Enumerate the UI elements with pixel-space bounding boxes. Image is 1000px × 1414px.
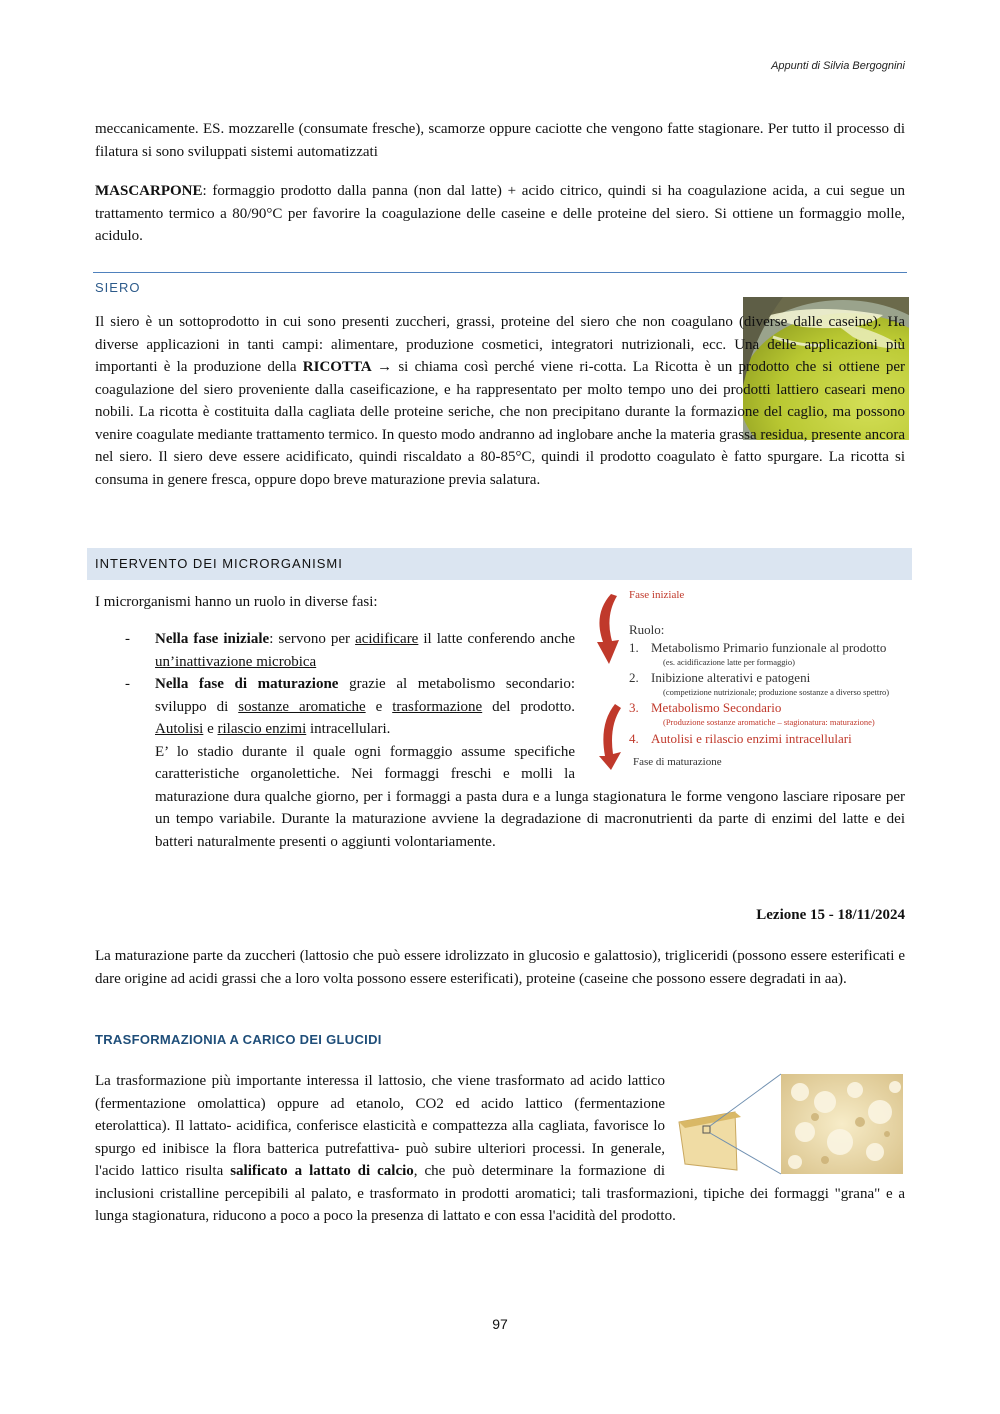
intro-paragraph: meccanicamente. ES. mozzarelle (consumate fresche), scamorze oppure caciotte che vengono fatte stagionare. Per tutto il processo di filatura si sono sviluppati sistemi automatizzati: [95, 121, 905, 160]
ricotta-term: RICOTTA: [302, 359, 371, 375]
microrganismi-heading: INTERVENTO DEI MICRORGANISMI: [95, 556, 343, 571]
mascarpone-term: MASCARPONE: [95, 183, 203, 199]
list-item: - Nella fase iniziale: servono per acidificare il latte conferendo anche un’inattivazione microbica: [125, 631, 576, 670]
lesson-label: Lezione 15 - 18/11/2024: [756, 907, 905, 923]
diagram-item-1: Metabolismo Primario funzionale al prodotto: [651, 640, 887, 655]
siero-text-a: Il siero è un sottoprodotto in cui sono presenti zuccheri, grassi, proteine del siero che non coagulano (diverse dalle caseine). Ha diverse applicazioni in tanti campi: alimentare, produzione cosmetici, integratori nutrizionali, ecc. Una delle applicazioni più importanti è la produzione della: [95, 314, 905, 375]
fase-iniziale-label: Fase iniziale: [629, 589, 685, 601]
mascarpone-paragraph: [95, 180, 905, 248]
glucidi-paragraph: La trasformazione più importante interessa il lattosio, che viene trasformato ad acido lattico (fermentazione omolattica) oppure ad etanolo, CO2 ed acido lattico (fermentazione eterolattica). Il lattato- acidifica, conferisce elasticità e compattezza alla cagliata, favorisce lo spurgo ed inibisce la flora batterica putrefattiva- può subire ulteriori processi. In generale, l'acido lattico risulta salificato a lattato di calcio, che può determinare la formazione di inclusioni cristalline percepibili al palato, e trasformato in prodotti aromatici; tali trasformazioni, tipiche dei formaggi "grana" e a lunga stagionatura, riducono a poco a poco la presenza di lattato e con essa l'acidità del prodotto.: [95, 1073, 905, 1224]
siero-paragraph: [95, 311, 905, 491]
svg-text:2.: 2.: [629, 670, 639, 685]
diagram-item-3: Metabolismo Secondario: [651, 700, 782, 715]
microrganismi-heading-band: [87, 548, 912, 580]
section-rule: [93, 272, 907, 273]
arrow-glyph: →: [370, 359, 399, 375]
page-number: 97: [492, 1316, 508, 1332]
svg-text:4.: 4.: [629, 731, 639, 746]
mascarpone-text: : formaggio prodotto dalla panna (non dal latte) + acido citrico, quindi si ha coagulazione acida, a cui segue un trattamento termico a 80/90°C per favorire la coagulazione delle caseine e delle proteine del siero. Si ottiene un formaggio molle, acidulo.: [95, 183, 905, 244]
siero-heading: SIERO: [95, 280, 141, 295]
diagram-item-1-sub: (es. acidificazione latte per formaggio): [663, 657, 795, 667]
diagram-item-2-sub: (competizione nutrizionale; produzione sostanze a diverso spettro): [663, 687, 890, 697]
diagram-item-2: Inibizione alterativi e patogeni: [651, 670, 811, 685]
lattato-calcio-term: salificato a lattato di calcio: [230, 1163, 414, 1179]
siero-text-b: si chiama così perché viene ri-cotta. La Ricotta è un prodotto che si ottiene per coagulazione del siero proveniente dalla caseificazione, e ha rappresentato per molto tempo uno dei prodotti lattiero caseari meno nobili. La ricotta è costituita dalla cagliata delle proteine seriche, che non precipitano durante la formazione del caglio, ma possono venire coagulate mediante trattamento termico. In questo modo andranno ad inglobare anche la materia grassa residua, presente ancora nel siero. Il siero deve essere acidificato, quindi riscaldato a 80-85°C, quindi il prodotto coagulato è fatto spurgare. La ricotta si consuma in genere fresca, oppure dopo breve maturazione previa salatura.: [95, 359, 905, 488]
ruolo-label: Ruolo:: [629, 622, 665, 637]
svg-text:3.: 3.: [629, 700, 639, 715]
diagram-item-4: Autolisi e rilascio enzimi intracellulari: [651, 731, 852, 746]
svg-text:1.: 1.: [629, 640, 639, 655]
list-item: - Nella fase di maturazione grazie al metabolismo secondario: sviluppo di sostanze aromatiche e trasformazione del prodotto. Autolisi e rilascio enzimi intracellulari. E’ lo stadio durante il quale ogni formaggio assume specifiche caratteristiche organolettiche. Nei formaggi freschi e molli la maturazione dura qualche giorno, per i formaggi a pasta dura e a lunga stagionatura le forme vengono lasciare riposare per un tempo variabile. Durante la maturazione avviene la degradazione di macronutrienti da parte di enzimi del latte e dei batteri naturalmente presenti o aggiunti volontariamente.: [125, 676, 905, 850]
fase-maturazione-label: Fase di maturazione: [633, 756, 722, 768]
maturazione-stage-text: E’ lo stadio durante il quale ogni formaggio assume specifiche caratteristiche organolettiche. Nei formaggi freschi e molli la maturazione dura qualche giorno, per i formaggi a pasta dura e a lunga stagionatura le forme vengono lasciare riposare per un tempo variabile. Durante la maturazione avviene la degradazione di macronutrienti da parte di enzimi del latte e dei batteri naturalmente presenti o aggiunti volontariamente.: [155, 743, 905, 850]
maturazione-paragraph: La maturazione parte da zuccheri (lattosio che può essere idrolizzato in glucosio e galattosio), trigliceridi (possono essere esterificati e dare origine ad acidi grassi che a loro volta possono essere esterificati), proteine (caseine che possono essere degradati in aa).: [95, 948, 905, 987]
glucidi-heading: TRASFORMAZIONIA A CARICO DEI GLUCIDI: [95, 1032, 382, 1047]
microrganismi-list: [95, 628, 905, 853]
diagram-item-3-sub: (Produzione sostanze aromatiche – stagionatura: maturazione): [663, 717, 875, 727]
author-note: Appunti di Silvia Bergognini: [771, 60, 905, 72]
microrganismi-intro: I microrganismi hanno un ruolo in diverse fasi:: [95, 594, 378, 610]
